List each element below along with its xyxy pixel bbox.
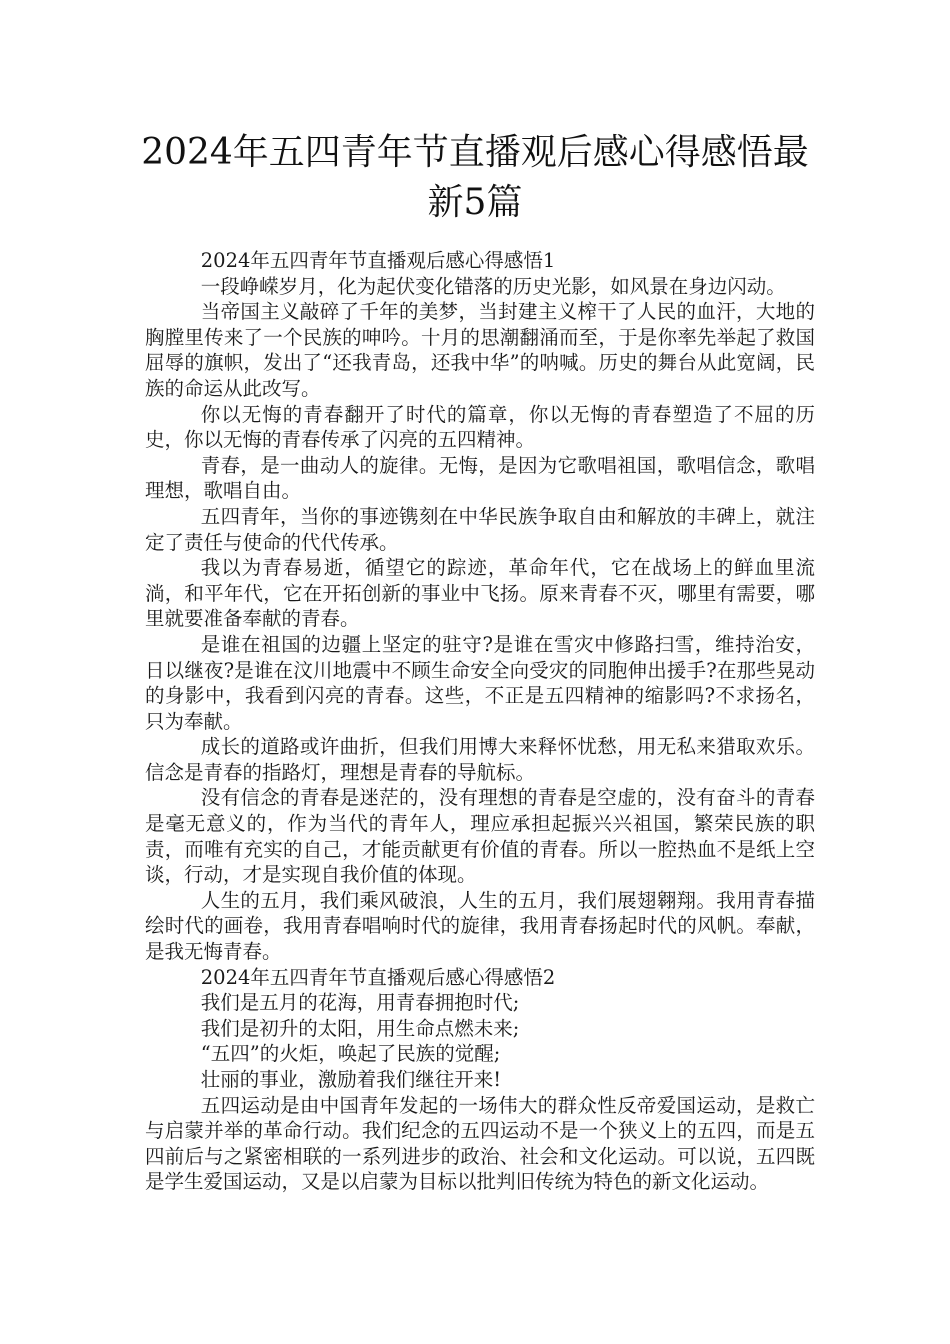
paragraph: 人生的五月，我们乘风破浪，人生的五月，我们展翅翱翔。我用青春描绘时代的画卷，我用青春唱响时代的旋律，我用青春扬起时代的风帆。奉献，是我无悔青春。 [145,888,815,964]
paragraph: 成长的道路或许曲折，但我们用博大来释怀忧愁，用无私来猎取欢乐。信念是青春的指路灯，理想是青春的导航标。 [145,735,815,784]
paragraph: 五四运动是由中国青年发起的一场伟大的群众性反帝爱国运动，是救亡与启蒙并举的革命行动。我们纪念的五四运动不是一个狭义上的五四，而是五四前后与之紧密相联的一系列进步的政治、社会和文化运动。可以说，五四既是学生爱国运动，又是以启蒙为目标以批判旧传统为特色的新文化运动。 [145,1093,815,1194]
paragraph: 我以为青春易逝，循望它的踪迹，革命年代，它在战场上的鲜血里流淌，和平年代，它在开拓创新的事业中飞扬。原来青春不灭，哪里有需要，哪里就要准备奉献的青春。 [145,556,815,631]
document-title [110,128,840,228]
document-body [145,248,815,1195]
poem-line: 壮丽的事业，激励着我们继往开来! [200,1068,502,1091]
paragraph: 五四青年，当你的事迹镌刻在中华民族争取自由和解放的丰碑上，就注定了责任与使命的代代传承。 [145,504,815,554]
poem-line: 我们是五月的花海，用青春拥抱时代; [200,991,520,1015]
section-heading-1: 2024年五四青年节直播观后感心得感悟1 [200,249,556,272]
section-heading-2: 2024年五四青年节直播观后感心得感悟2 [200,965,556,989]
paragraph: 一段峥嵘岁月，化为起伏变化错落的历史光影，如风景在身边闪动。 [200,274,786,298]
paragraph: 当帝国主义敲碎了千年的美梦，当封建主义榨干了人民的血汗，大地的胸膛里传来了一个民族的呻吟。十月的思潮翻涌而至，于是你率先举起了救国屈辱的旗帜，发出了“还我青岛，还我中华”的呐喊。历史的舞台从此宽阔，民族的命运从此改写。 [145,300,815,400]
paragraph: 没有信念的青春是迷茫的，没有理想的青春是空虚的，没有奋斗的青春是毫无意义的，作为当代的青年人，理应承担起振兴兴祖国，繁荣民族的职责，而唯有充实的自己，才能贡献更有价值的青春。所以一腔热血不是纸上空谈，行动，才是实现自我价值的体现。 [145,786,815,887]
paragraph: 是谁在祖国的边疆上坚定的驻守?是谁在雪灾中修路扫雪，维持治安，日以继夜?是谁在汶川地震中不顾生命安全向受灾的同胞伸出援手?在那些晃动的身影中，我看到闪亮的青春。这些，不正是五四精神的缩影吗?不求扬名，只为奉献。 [145,632,815,733]
poem-line: 我们是初升的太阳，用生命点燃未来; [200,1016,520,1040]
paragraph: 你以无悔的青春翻开了时代的篇章，你以无悔的青春塑造了不屈的历史，你以无悔的青春传承了闪亮的五四精神。 [145,402,815,452]
title-line-1: 2024年五四青年节直播观后感心得感悟最 [141,132,809,173]
poem-line: “五四”的火炬，唤起了民族的觉醒; [200,1042,501,1066]
title-line-2: 新5篇 [427,182,523,223]
paragraph: 青春，是一曲动人的旋律。无悔，是因为它歌唱祖国，歌唱信念，歌唱理想，歌唱自由。 [145,453,815,503]
